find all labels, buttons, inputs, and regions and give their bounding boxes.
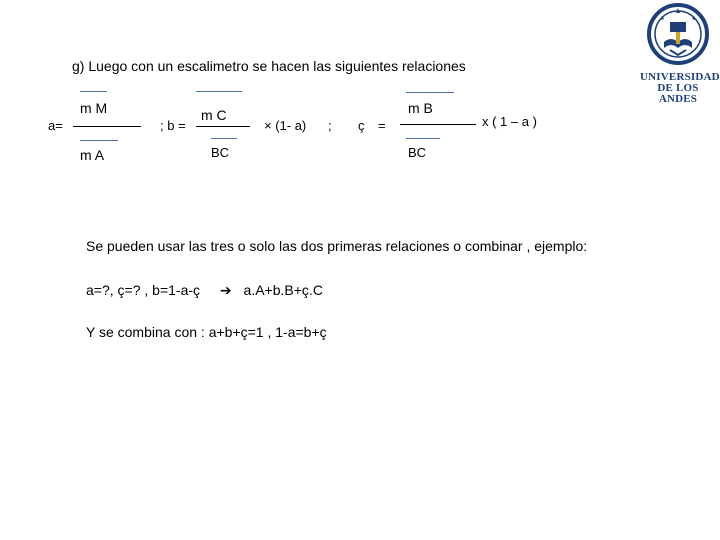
fraction-bar: [73, 126, 141, 127]
overline-decoration: [196, 91, 242, 92]
formula-b-denominator: BC: [211, 145, 230, 160]
university-logo: [640, 2, 720, 105]
paragraph-line-2: [86, 282, 323, 299]
university-crest-icon: [640, 2, 716, 66]
arrow-right-icon: ➔: [219, 282, 232, 298]
overline-decoration: [80, 91, 107, 92]
paragraph-line-1: Se pueden usar las tres o solo las dos primeras relaciones o combinar , ejemplo:: [86, 238, 588, 254]
formula-b-multiplier: × (1- a): [264, 118, 307, 133]
formula-a-lhs: a=: [48, 118, 63, 133]
formula-c-denominator: BC: [408, 145, 427, 160]
formula-c-multiplier: x ( 1 – a ): [482, 114, 537, 129]
example-combination: a.A+b.B+ç.C: [243, 282, 323, 298]
paragraph-line-3: Y se combina con : a+b+ç=1 , 1-a=b+ç: [86, 324, 327, 340]
logo-text-line-2: DE LOS ANDES: [657, 82, 699, 105]
logo-text-line-1: UNIVERSIDAD: [640, 71, 720, 83]
formula-b-suffix: ;: [328, 118, 332, 133]
formula-b-prefix: ; b =: [160, 118, 186, 133]
formula-c-equals: =: [378, 118, 386, 133]
formula-b-numerator: m C: [201, 107, 227, 123]
formula-a-denominator: m A: [80, 147, 105, 163]
fraction-bar: [196, 126, 250, 127]
example-unknowns: a=?, ç=? , b=1-a-ç: [86, 282, 201, 298]
overline-decoration: [406, 138, 440, 139]
overline-decoration: [80, 140, 118, 141]
fraction-bar: [400, 124, 476, 125]
overline-decoration: [211, 138, 237, 139]
overline-decoration: [406, 92, 454, 93]
section-heading: g) Luego con un escalimetro se hacen las siguientes relaciones: [72, 58, 466, 74]
formula-a-numerator: m M: [80, 100, 108, 116]
formula-c-lhs: ç: [358, 118, 365, 133]
formula-c-numerator: m B: [408, 100, 433, 116]
